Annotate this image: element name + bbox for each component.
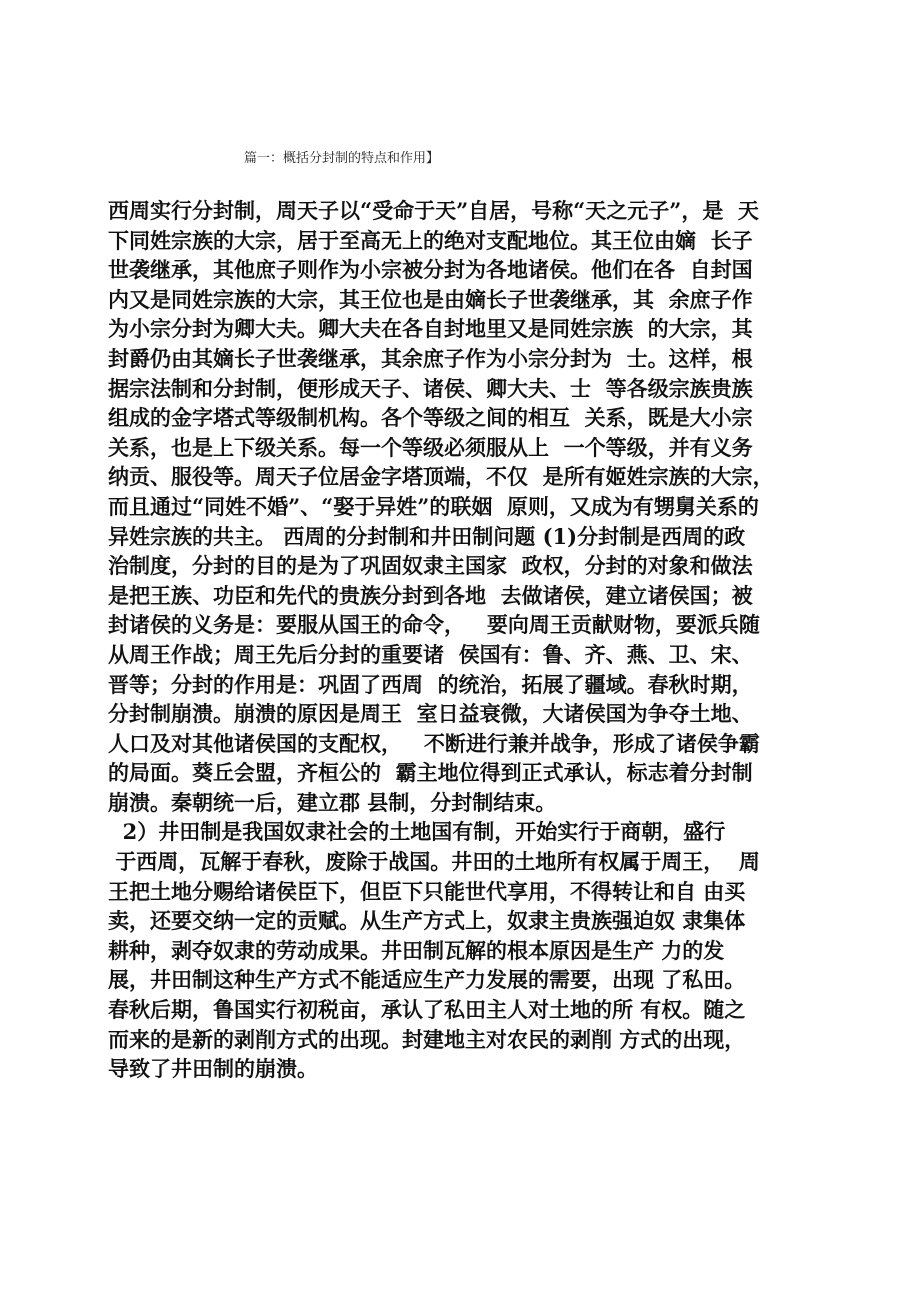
text-line: 纳贡、服役等。周天子位居金字塔顶端，不仅 是所有姬姓宗族的大宗， (108, 464, 774, 490)
text-line: 卖，还要交纳一定的贡赋。从生产方式上，奴隶主贵族强迫奴 隶集体 (108, 908, 746, 934)
text-line: 于西周，瓦解于春秋，废除于战国。井田的土地所有权属于周王， 周 (108, 849, 760, 875)
text-line: 封爵仍由其嫡长子世袭继承，其余庶子作为小宗分封为 士。这样，根 (108, 345, 753, 371)
text-line: 治制度，分封的目的是为了巩固奴隶主国家 政权，分封的对象和做法 (108, 553, 753, 579)
text-line: 而来的是新的剥削方式的出现。封建地主对农民的剥削 方式的出现， (108, 1026, 746, 1052)
text-line: 的局面。葵丘会盟，齐桓公的 霸主地位得到正式承认，标志着分封制 (108, 760, 753, 786)
text-line: 内又是同姓宗族的大宗，其王位也是由嫡长子世袭继承，其 余庶子作 (108, 286, 753, 312)
text-line: 组成的金字塔式等级制机构。各个等级之间的相互 关系，既是大小宗 (108, 405, 753, 431)
text-line: 分封制崩溃。崩溃的原因是周王 室日益衰微，大诸侯国为争夺土地、 (108, 701, 753, 727)
document-body (108, 196, 828, 1084)
text-line: 封诸侯的义务是：要服从国王的命令， 要向周王贡献财物，要派兵随 (108, 612, 760, 638)
text-line: 关系，也是上下级关系。每一个等级必须服从上 一个等级，并有义务 (108, 434, 753, 460)
text-line: 导致了井田制的崩溃。 (108, 1056, 318, 1082)
text-line: 是把王族、功臣和先代的贵族分封到各地 去做诸侯，建立诸侯国；被 (108, 582, 753, 608)
text-line: 崩溃。秦朝统一后，建立郡 县制，分封制结束。 (108, 789, 557, 815)
text-line: 异姓宗族的共主。 西周的分封制和井田制问题 (1)分封制是西周的政 (108, 523, 746, 549)
text-line: 西周实行分封制，周天子以“受命于天”自居，号称“天之元子”，是 天 (108, 198, 759, 223)
text-line: 耕种，剥夺奴隶的劳动成果。井田制瓦解的根本原因是生产 力的发 (108, 937, 725, 963)
text-line: 为小宗分封为卿大夫。卿大夫在各自封地里又是同姓宗族 的大宗，其 (108, 316, 753, 342)
text-line: 人口及对其他诸侯国的支配权， 不断进行兼并战争，形成了诸侯争霸 (108, 730, 760, 756)
text-line: 春秋后期，鲁国实行初税亩，承认了私田主人对土地的所 有权。随之 (108, 997, 746, 1023)
text-line: 2）井田制是我国奴隶社会的土地国有制，开始实行于商朝，盛行 (108, 819, 726, 845)
text-line: 下同姓宗族的大宗，居于至高无上的绝对支配地位。其王位由嫡 长子 (108, 227, 753, 253)
text-line: 从周王作战；周王先后分封的重要诸 侯国有：鲁、齐、燕、卫、宋、 (108, 641, 753, 667)
text-line: 晋等；分封的作用是：巩固了西周 的统治，拓展了疆域。春秋时期， (108, 671, 753, 697)
text-line: 展，井田制这种生产方式不能适应生产力发展的需要，出现 了私田。 (108, 967, 746, 993)
text-line: 据宗法制和分封制，便形成天子、诸侯、卿大夫、士 等各级宗族贵族 (108, 375, 753, 401)
text-line: 而且通过“同姓不婚”、“娶于异姓”的联姻 原则，又成为有甥舅关系的 (108, 493, 759, 519)
document-header: 篇一：概括分封制的特点和作用】 (244, 151, 440, 166)
text-line: 王把土地分赐给诸侯臣下，但臣下只能世代享用，不得转让和自 由买 (108, 878, 746, 904)
text-line: 世袭继承，其他庶子则作为小宗被分封为各地诸侯。他们在各 自封国 (108, 257, 753, 283)
